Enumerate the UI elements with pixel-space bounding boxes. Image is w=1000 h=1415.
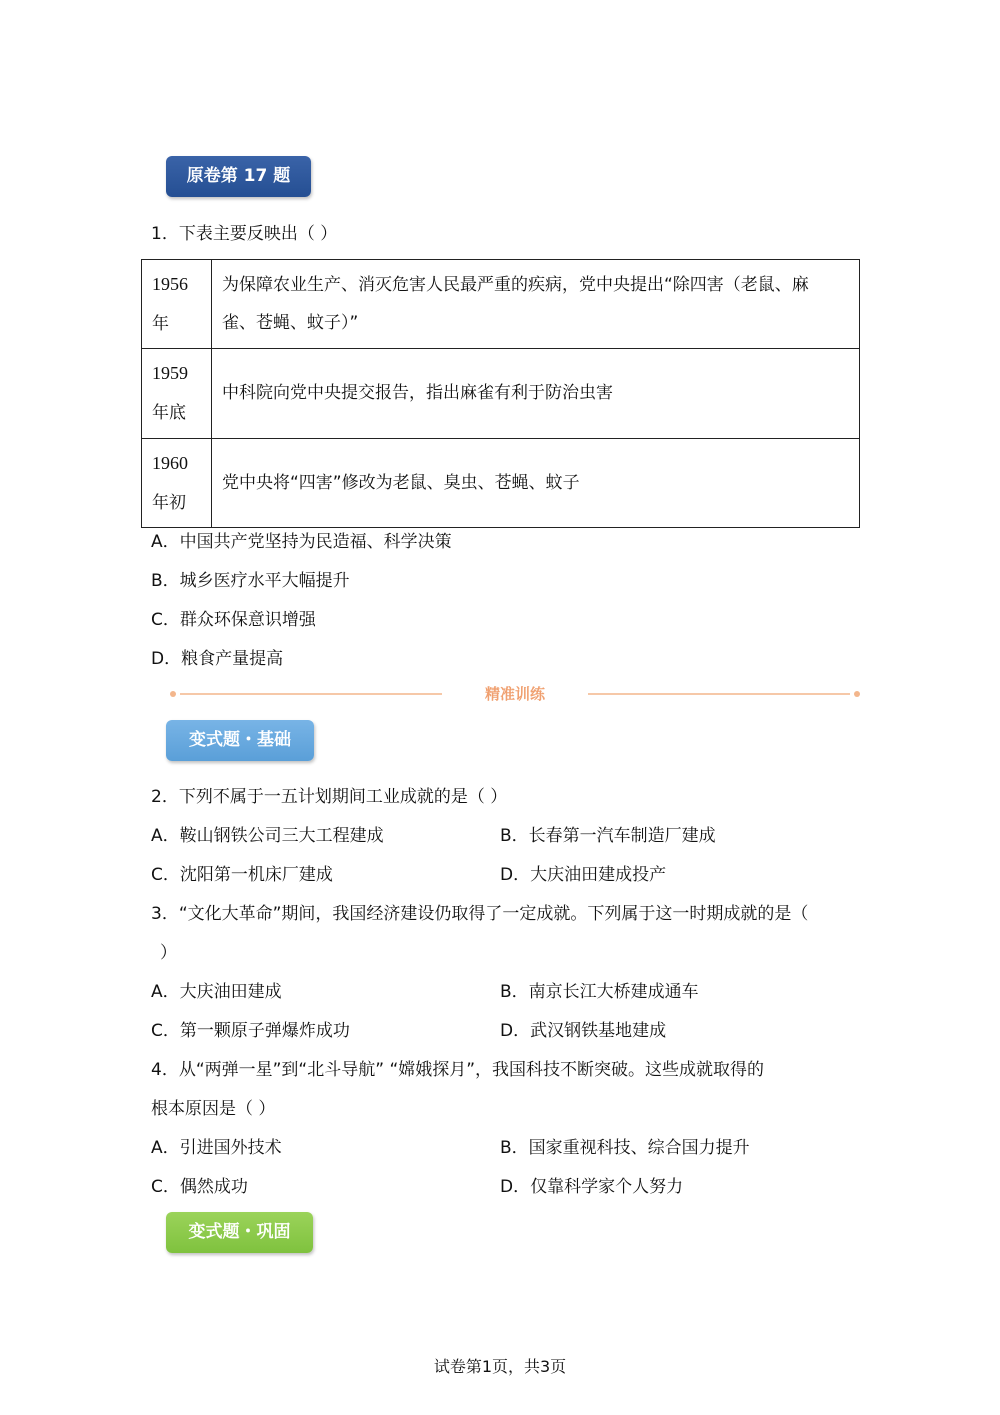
divider-dot <box>854 691 860 697</box>
variant-basic-badge: 变式题・基础 <box>166 720 314 761</box>
year-suffix: 年初 <box>152 492 186 513</box>
q4-option-a[interactable]: A．引进国外技术 <box>151 1138 282 1158</box>
q2-option-a[interactable]: A．鞍山钢铁公司三大工程建成 <box>151 826 384 846</box>
q3-option-d[interactable]: D．武汉钢铁基地建成 <box>500 1021 667 1041</box>
variant-consolidate-badge: 变式题・巩固 <box>166 1212 313 1253</box>
event-text: 党中央将“四害”修改为老鼠、臭虫、苍蝇、蚊子 <box>222 472 580 493</box>
q2-option-b[interactable]: B．长春第一汽车制造厂建成 <box>500 826 716 846</box>
divider-line-right <box>588 693 850 695</box>
q3-stem: 3．“文化大革命”期间，我国经济建设仍取得了一定成就。下列属于这一时期成就的是（ <box>151 904 809 924</box>
event-text: 为保障农业生产、消灭危害人民最严重的疾病，党中央提出“除四害（老鼠、麻 <box>222 275 809 296</box>
divider-line-left <box>180 693 442 695</box>
divider-title: 精准训练 <box>484 685 545 703</box>
table-row <box>142 349 860 438</box>
event-text: 中科院向党中央提交报告，指出麻雀有利于防治虫害 <box>222 383 613 404</box>
q1-table <box>141 259 860 528</box>
year-text: 1956 <box>152 274 188 295</box>
q3-stem-cont: ） <box>160 943 177 963</box>
year-cell <box>142 438 212 527</box>
q3-option-b[interactable]: B．南京长江大桥建成通车 <box>500 982 699 1002</box>
q4-stem-cont: 根本原因是（ ） <box>151 1099 276 1119</box>
q1-stem: 1．下表主要反映出（ ） <box>151 224 338 244</box>
event-cell <box>212 438 860 527</box>
event-text: 雀、苍蝇、蚊子）” <box>222 313 359 334</box>
event-cell <box>212 260 860 349</box>
q4-option-d[interactable]: D．仅靠科学家个人努力 <box>500 1177 684 1197</box>
q4-stem: 4．从“两弹一星”到“北斗导航” “嫦娥探月”，我国科技不断突破。这些成就取得的 <box>151 1060 765 1080</box>
event-cell <box>212 349 860 438</box>
q3-option-a[interactable]: A．大庆油田建成 <box>151 982 282 1002</box>
q2-stem: 2．下列不属于一五计划期间工业成就的是（ ） <box>151 787 508 807</box>
q4-option-b[interactable]: B．国家重视科技、综合国力提升 <box>500 1138 750 1158</box>
year-suffix: 年底 <box>152 403 186 424</box>
q2-option-d[interactable]: D．大庆油田建成投产 <box>500 865 667 885</box>
section-divider <box>170 684 860 704</box>
q2-option-c[interactable]: C．沈阳第一机床厂建成 <box>151 865 333 885</box>
year-text: 1960 <box>152 452 188 473</box>
year-suffix: 年 <box>152 314 169 335</box>
original-question-badge: 原卷第 17 题 <box>166 156 311 197</box>
year-cell <box>142 260 212 349</box>
q3-option-c[interactable]: C．第一颗原子弹爆炸成功 <box>151 1021 350 1041</box>
table-row <box>142 260 860 349</box>
year-cell <box>142 349 212 438</box>
q4-option-c[interactable]: C．偶然成功 <box>151 1177 248 1197</box>
q1-option-a[interactable]: A．中国共产党坚持为民造福、科学决策 <box>151 532 452 552</box>
q1-option-d[interactable]: D．粮食产量提高 <box>151 649 284 669</box>
year-text: 1959 <box>152 363 188 384</box>
q1-option-b[interactable]: B．城乡医疗水平大幅提升 <box>151 571 350 591</box>
q1-option-c[interactable]: C．群众环保意识增强 <box>151 610 316 630</box>
table-row <box>142 438 860 527</box>
page-footer: 试卷第1页，共3页 <box>433 1357 567 1376</box>
divider-dot <box>170 691 176 697</box>
